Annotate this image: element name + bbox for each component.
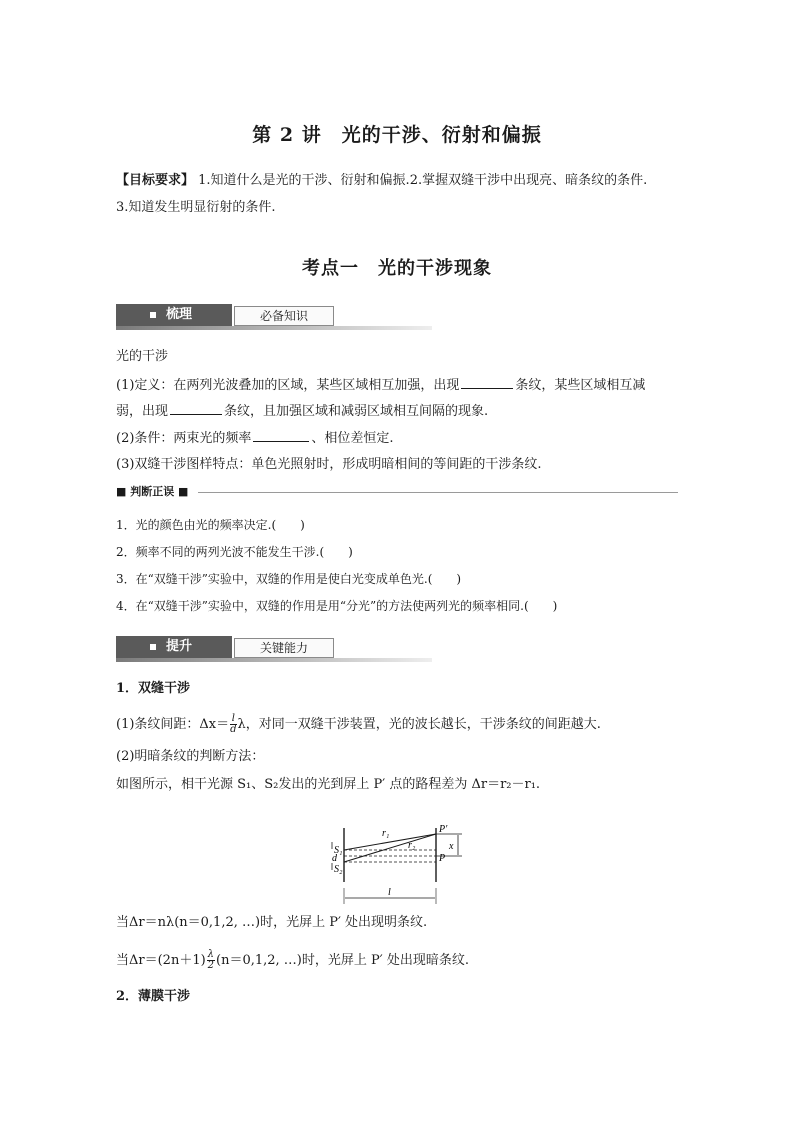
label-r2: r₂ — [408, 840, 416, 851]
judge-rule — [198, 492, 678, 493]
square-icon — [150, 312, 156, 318]
thin-film-heading: 2．薄膜干涉 — [116, 989, 191, 1004]
definition-line-1 — [116, 376, 645, 395]
goal-label: 【目标要求】 — [116, 173, 195, 188]
judge-label: ■ 判断正误 ■ — [116, 485, 189, 498]
banner-review-underline — [116, 326, 432, 330]
l-over-d-fraction — [230, 714, 236, 735]
banner-advance-tag: 关键能力 — [234, 638, 334, 658]
bright-condition-line: 当Δr＝nλ(n＝0,1,2, …)时，光屏上 P′ 处出现明条纹. — [116, 915, 428, 930]
dark-condition-line — [116, 950, 469, 971]
label-r1: r₁ — [382, 828, 390, 839]
fraction-numerator: l — [231, 713, 235, 724]
definition-text-a: (1)定义：在两列光波叠加的区域，某些区域相互加强，出现 — [116, 378, 460, 393]
banner-review-dark — [116, 304, 232, 326]
double-slit-heading: 1．双缝干涉 — [116, 681, 191, 696]
answer-blank — [253, 429, 309, 442]
judge-item: 4．在“双缝干涉”实验中，双缝的作用是用“分光”的方法使两列光的频率相同.( ) — [116, 599, 558, 613]
banner-advance-dark — [116, 636, 232, 658]
fraction-numerator: λ — [207, 949, 215, 960]
label-s1: S₁ — [334, 845, 343, 856]
banner-advance — [116, 636, 432, 660]
definition-text-d: 条纹，且加强区域和减弱区域相互间隔的现象. — [224, 404, 489, 419]
goal-text-1: 1.知道什么是光的干涉、衍射和偏振.2.掌握双缝干涉中出现亮、暗条纹的条件. — [198, 173, 648, 188]
judge-item: 3．在“双缝干涉”实验中，双缝的作用是使白光变成单色光.( ) — [116, 572, 462, 586]
pattern-line: (3)双缝干涉图样特点：单色光照射时，形成明暗相间的等间距的干涉条纹. — [116, 457, 542, 472]
double-slit-diagram — [318, 822, 478, 908]
answer-blank — [170, 402, 222, 415]
label-s2: S₂ — [334, 864, 343, 875]
banner-advance-label: 提升 — [166, 639, 193, 654]
banner-review-tag: 必备知识 — [234, 306, 334, 326]
label-x: x — [449, 841, 454, 852]
spacing-text-a: (1)条纹间距：Δx＝ — [116, 717, 230, 732]
label-p: P — [439, 853, 446, 864]
page-title: 第 2 讲 光的干涉、衍射和偏振 — [252, 124, 542, 146]
judge-method-line: (2)明暗条纹的判断方法： — [116, 749, 265, 764]
definition-line-2 — [116, 402, 488, 421]
spacing-text-b: λ，对同一双缝干涉装置，光的波长越长，干涉条纹的间距越大. — [237, 717, 601, 732]
lambda-over-2-fraction — [207, 950, 215, 971]
goal-line-1 — [116, 172, 647, 190]
dark-text-a: 当Δr＝(2n＋1) — [116, 953, 206, 968]
interference-heading: 光的干涉 — [116, 349, 169, 364]
fraction-denominator: d — [230, 724, 237, 735]
label-p-prime: P′ — [439, 824, 448, 835]
label-l: l — [388, 887, 391, 898]
judge-item: 2．频率不同的两列光波不能发生干涉.( ) — [116, 545, 353, 559]
section-title: 考点一 光的干涉现象 — [302, 258, 492, 279]
condition-text-a: (2)条件：两束光的频率 — [116, 431, 252, 446]
definition-text-c: 弱，出现 — [116, 404, 169, 419]
judge-header — [116, 484, 678, 500]
figure-intro-line: 如图所示，相干光源 S₁、S₂发出的光到屏上 P′ 点的路程差为 Δr＝r₂－r₁. — [116, 777, 541, 792]
square-icon — [150, 644, 156, 650]
condition-line — [116, 429, 394, 448]
definition-text-b: 条纹，某些区域相互减 — [515, 378, 646, 393]
condition-text-b: 、相位差恒定. — [311, 431, 394, 446]
banner-review — [116, 304, 432, 328]
fraction-denominator: 2 — [207, 960, 215, 971]
label-d: d — [332, 853, 337, 864]
dark-text-b: (n＝0,1,2, …)时，光屏上 P′ 处出现暗条纹. — [216, 953, 469, 968]
spacing-line — [116, 714, 601, 735]
banner-review-label: 梳理 — [166, 307, 193, 322]
goal-line-2: 3.知道发生明显衍射的条件. — [116, 200, 276, 215]
answer-blank — [461, 376, 513, 389]
judge-item: 1．光的颜色由光的频率决定.( ) — [116, 518, 305, 532]
banner-advance-underline — [116, 658, 432, 662]
